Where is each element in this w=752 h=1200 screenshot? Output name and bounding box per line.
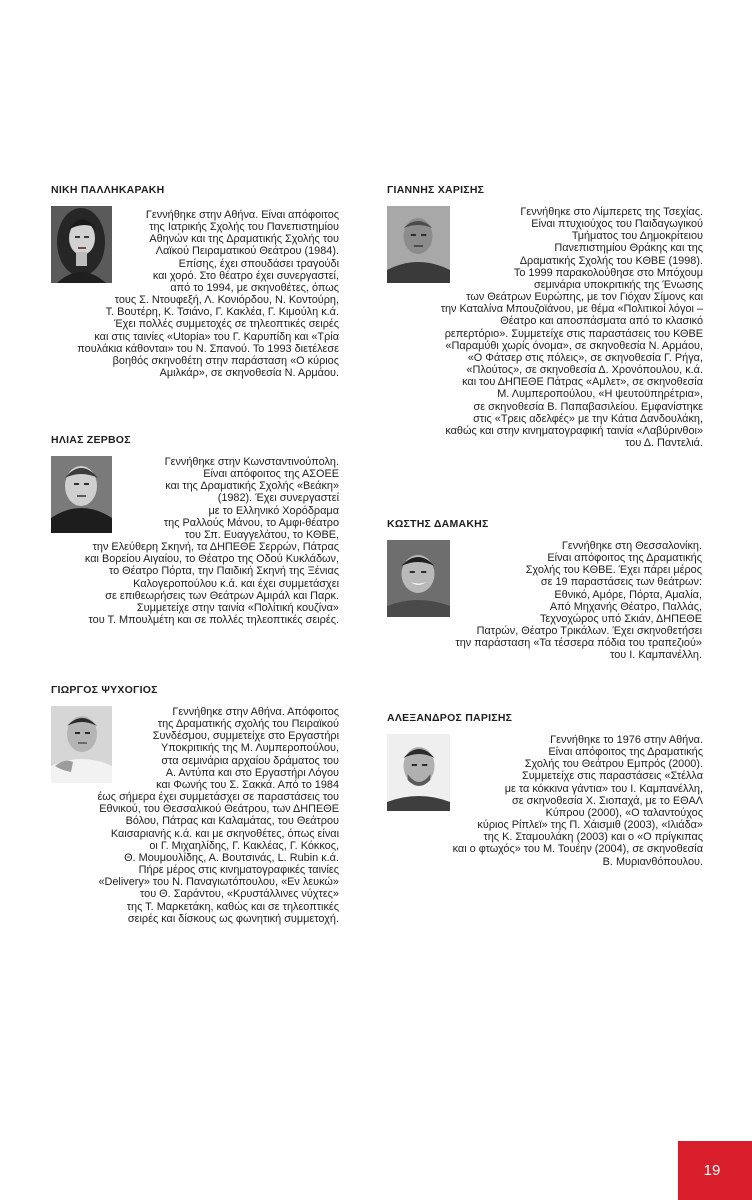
bio-ilias-zervos [51,434,341,660]
bio-name: ΗΛΙΑΣ ΖΕΡΒΟΣ [51,434,131,446]
bio-text: Γεννήθηκε στην Αθήνα. Απόφοιτος της Δραματικής σχολής του Πειραϊκού Συνδέσμου, συμμετείχε στο Εργαστήρι Υποκριτικής της Μ. Λυμπεροπούλου, στα σεμινάρια αρχαίου δράματος του Α. Αντύπα και στο Εργαστήρι Λόγου και Φωνής του Σ. Σακκά. Από το 1984 έως σήμερα έχει συμμετάσχει σε παραστάσεις του Εθνικού, του Θεσσαλικού Θεάτρου, των ΔΗΠΕΘΕ Βόλου, Πάτρας και Καλαμάτας, του Θεάτρου Καισαριανής κ.ά. και με σκηνοθέτες, όπως είναι οι Γ. Μιχαηλίδης, Γ. Κακλέας, Γ. Κόκκος, Θ. Μουμουλίδης, Α. Βουτσινάς, L. Rubin κ.ά. Πήρε μέρος στις κινηματογραφικές ταινίες «Delivery» του Ν. Παναγιωτόπουλου, «Εν λευκώ» του Θ. Σαράντου, «Κρυστάλλινες νύχτες» της Τ. Μαρκετάκη, καθώς και σε τηλεοπτικές σειρές και δίσκους ως φωνητική συμμετοχή. [97,706,339,925]
bio-name: ΓΙΩΡΓΟΣ ΨΥΧΟΓΙΟΣ [51,684,158,696]
bio-name: ΑΛΕΞΑΝΔΡΟΣ ΠΑΡΙΣΗΣ [387,712,513,724]
bio-text: Γεννήθηκε στο Λίμπερετς της Τσεχίας. Είναι πτυχιούχος του Παιδαγωγικού Τμήματος του Δημοκρίτειου Πανεπιστημίου Θράκης και της Δραματικής Σχολής του ΚΘΒΕ (1998). Το 1999 παρακολούθησε στο Μπόχουμ σεμινάρια υποκριτικής της Ένωσης των Θεάτρων Ευρώπης, με τον Γιόχαν Σίμονς και την Καταλίνα Μπουζοϊάνου, με θέμα «Πολιτικοί λόγοι – Θέατρο και αποσπάσματα από το κλασικό ρεπερτόριο». Συμμετείχε στις παραστάσεις του ΚΘΒΕ «Παραμύθι χωρίς όνομα», σε σκηνοθεσία Ν. Αρμάου, «Ο Φάτσερ στις πόλεις», σε σκηνοθεσία Γ. Ρήγα, «Πλούτος», σε σκηνοθεσία Δ. Χρονόπουλου, κ.ά. και του ΔΗΠΕΘΕ Πάτρας «Αμλετ», σε σκηνοθεσία Μ. Λυμπεροπούλου, «Η ψευτοϋπηρέτρια», σε σκηνοθεσία Β. Παπαβασιλείου. Εμφανίστηκε στις «Τρεις αδελφές» με την Κάτια Δανδουλάκη, καθώς και στην κινηματογραφική ταινία «Λαβύρινθοι» του Δ. Παντελιά. [440,206,703,449]
portrait-photo-icon [387,540,450,617]
bio-text: Γεννήθηκε στη Θεσσαλονίκη. Είναι απόφοιτος της Δραματικής Σχολής του ΚΘΒΕ. Έχει πάρει μέρος σε 19 παραστάσεις των θεάτρων: Εθνικό, Αμόρε, Πόρτα, Αμαλία, Από Μηχανής Θέατρο, Παλλάς, Τεχνοχώρος υπό Σκιάν, ΔΗΠΕΘΕ Πατρών, Θέατρο Τρικάλων. Έχει σκηνοθετήσει την παράσταση «Τα τέσσερα πόδια του τραπεζιού» του Ι. Καμπανέλλη. [455,540,702,662]
bio-text: Γεννήθηκε στην Αθήνα. Είναι απόφοιτος της Ιατρικής Σχολής του Πανεπιστημίου Αθηνών και της Δραματικής Σχολής του Λαϊκού Πειραματικού Θεάτρου (1984). Επίσης, έχει σπουδάσει τραγούδι και χορό. Στο θέατρο έχει συνεργαστεί, από το 1994, με σκηνοθέτες, όπως τους Σ. Ντουφεξή, Λ. Κονιόρδου, Ν. Κοντούρη, Τ. Βουτέρη, Κ. Τσιάνο, Γ. Κακλέα, Γ. Κιμούλη κ.ά. Έχει πολλές συμμετοχές σε τηλεοπτικές σειρές και στις ταινίες «Utopia» του Γ. Καρυπίδη και «Τρία πουλάκια κάθονται» του Ν. Σπανού. Το 1993 διετέλεσε βοηθός σκηνοθέτη στην παράσταση «Ο κύριος Αμιλκάρ», σε σκηνοθεσία Ν. Αρμάου. [77,209,339,380]
bio-text: Γεννήθηκε το 1976 στην Αθήνα. Είναι απόφοιτος της Δραματικής Σχολής του Θεάτρου Εμπρός (2000). Συμμετείχε στις παραστάσεις «Στέλλα με τα κόκκινα γάντια» του Ι. Καμπανέλλη, σε σκηνοθεσία Χ. Σιοπαχά, με το ΕΘΑΛ Κύπρου (2000), «Ο ταλαντούχος κύριος Ρίπλεϊ» της Π. Χάισμιθ (2003), «Ιλιάδα» της Κ. Σταμουλάκη (2003) και ο «Ο πρίγκιπας και ο φτωχός» του Μ. Τουέην (2004), σε σκηνοθεσία Β. Μυριανθόπουλου. [452,734,703,868]
page-number: 19 [678,1141,752,1200]
bio-text: Γεννήθηκε στην Κωνσταντινούπολη. Είναι απόφοιτος της ΑΣΟΕΕ και της Δραματικής Σχολής «Βεάκη» (1982). Έχει συνεργαστεί με το Ελληνικό Χορόδραμα της Ραλλούς Μάνου, το Αμφι-θέατρο του Σπ. Ευαγγελάτου, το ΚΘΒΕ, την Ελεύθερη Σκηνή, τα ΔΗΠΕΘΕ Σερρών, Πάτρας και Βορείου Αιγαίου, το Θέατρο της Οδού Κυκλάδων, το Θέατρο Πόρτα, την Παιδική Σκηνή της Ξένιας Καλογεροπούλου κ.ά. και έχει συμμετάσχει σε επιθεωρήσεις των Θεάτρων Αμιράλ και Παρκ. Συμμετείχε στην ταινία «Πολίτική κουζίνα» του Τ. Μπουλμέτη και σε πολλές τηλεοπτικές σειρές. [84,456,339,627]
bio-niki-pallikaraki [51,184,341,410]
portrait-photo-icon [387,734,450,811]
bio-kostis-damakis [387,518,705,688]
bio-giorgos-psychogios [51,684,341,964]
bio-name: ΚΩΣΤΗΣ ΔΑΜΑΚΗΣ [387,518,489,530]
bio-name: ΝΙΚΗ ΠΑΛΛΗΚΑΡΑΚΗ [51,184,165,196]
bio-alexandros-parisis [387,712,705,902]
bio-giannis-charisis [387,184,705,494]
bio-name: ΓΙΑΝΝΗΣ ΧΑΡΙΣΗΣ [387,184,485,196]
